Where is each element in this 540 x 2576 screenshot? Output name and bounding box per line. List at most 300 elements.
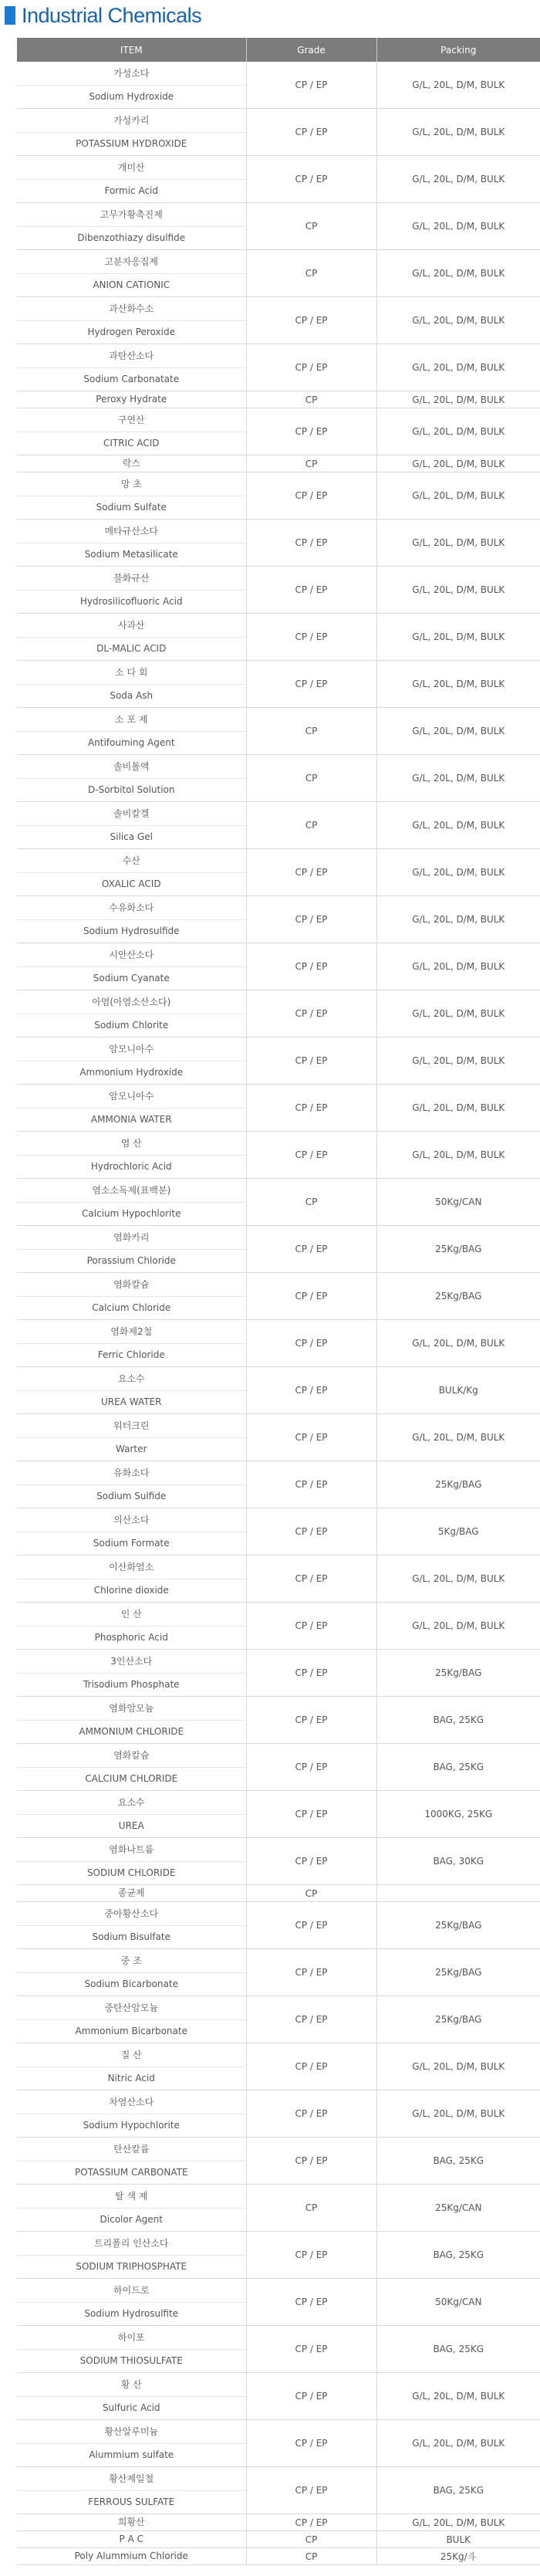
table-row: [17, 1744, 540, 1791]
grade-cell: CP / EP: [246, 2043, 376, 2090]
item-cell: [17, 2043, 246, 2090]
item-korean-name: 종균제: [117, 1887, 145, 1898]
item-english-name: Ammonium Hydroxide: [79, 1067, 184, 1078]
table-row: [17, 1949, 540, 1996]
item-korean-name: 아염(아염소산소다): [17, 990, 246, 1014]
item-english-name: Hydrochloric Acid: [90, 1161, 172, 1172]
item-korean-name: 염화칼슘: [17, 1273, 246, 1297]
item-korean-name: 황산알루미늄: [17, 2420, 246, 2444]
item-korean-name: 가성카리: [17, 109, 246, 133]
grade-cell: CP / EP: [246, 2373, 376, 2420]
item-korean-name: 수유화소다: [17, 896, 246, 920]
item-english-name: DL-MALIC ACID: [96, 643, 167, 654]
grade-cell: CP / EP: [246, 1603, 376, 1650]
packing-cell: G/L, 20L, D/M, BULK: [376, 203, 540, 250]
grade-cell: CP / EP: [246, 661, 376, 708]
table-body: [17, 62, 540, 2565]
grade-cell: CP / EP: [246, 1996, 376, 2043]
item-cell: [17, 455, 246, 472]
grade-cell: CP: [246, 755, 376, 802]
item-cell: [17, 1038, 246, 1085]
table-row: [17, 1226, 540, 1273]
table-row: [17, 1650, 540, 1697]
table-row: [17, 849, 540, 896]
item-cell: [17, 2185, 246, 2232]
grade-cell: CP / EP: [246, 849, 376, 896]
item-english-name: Antifouming Agent: [87, 737, 175, 748]
packing-cell: G/L, 20L, D/M, BULK: [376, 2420, 540, 2467]
item-english-name: Ammonium Bicarbonate: [75, 2026, 187, 2036]
item-english-name: Sodium Metasilicate: [84, 549, 178, 560]
grade-cell: CP / EP: [246, 1273, 376, 1320]
packing-cell: G/L, 20L, D/M, BULK: [376, 520, 540, 567]
item-korean-name: 탄산칼륨: [17, 2138, 246, 2161]
table-row: [17, 1085, 540, 1132]
table-row: [17, 1603, 540, 1650]
grade-cell: CP / EP: [246, 1132, 376, 1179]
grade-cell: CP / EP: [246, 896, 376, 943]
table-row: [17, 1697, 540, 1744]
item-korean-name: 유화소다: [17, 1461, 246, 1485]
item-english-name: Sulfuric Acid: [102, 2402, 160, 2413]
packing-cell: G/L, 20L, D/M, BULK: [376, 344, 540, 391]
item-korean-name: 락스: [122, 458, 140, 469]
grade-cell: CP / EP: [246, 567, 376, 614]
item-english-name: Sodium Formate: [93, 1538, 170, 1549]
packing-cell: 50Kg/CAN: [376, 2279, 540, 2326]
item-english-name: Trisodium Phosphate: [83, 1679, 180, 1690]
table-row: [17, 802, 540, 849]
item-cell: [17, 614, 246, 661]
grade-cell: CP / EP: [246, 520, 376, 567]
item-english-name: Formic Acid: [104, 185, 159, 196]
item-korean-name: 솔비톨액: [17, 755, 246, 779]
item-korean-name: 불화규산: [17, 567, 246, 591]
grade-cell: CP / EP: [246, 1461, 376, 1508]
item-english-name: Sodium Hypochlorite: [83, 2120, 180, 2131]
grade-cell: CP / EP: [246, 1744, 376, 1791]
packing-cell: 25Kg/CAN: [376, 2185, 540, 2232]
item-cell: [17, 1273, 246, 1320]
table-row: [17, 2138, 540, 2185]
item-korean-name: 중 조: [17, 1949, 246, 1973]
grade-cell: CP: [246, 1885, 376, 1902]
item-korean-name: 희황산: [117, 2517, 145, 2527]
item-korean-name: 질 산: [17, 2043, 246, 2067]
table-row: [17, 2467, 540, 2514]
item-cell: [17, 1603, 246, 1650]
grade-cell: CP: [246, 391, 376, 408]
item-english-name: Chlorine dioxide: [93, 1585, 169, 1596]
item-english-name: Sodium Bicarbonate: [84, 1979, 178, 1989]
packing-cell: G/L, 20L, D/M, BULK: [376, 943, 540, 990]
header-packing: Packing: [376, 38, 540, 62]
table-row: [17, 297, 540, 344]
item-korean-name: 고무가황촉진제: [17, 203, 246, 227]
item-korean-name: 수산: [17, 849, 246, 873]
packing-cell: G/L, 20L, D/M, BULK: [376, 62, 540, 109]
table-row: [17, 250, 540, 297]
item-cell: [17, 896, 246, 943]
item-english-name: Sodium Sulfate: [96, 502, 167, 513]
item-korean-name: Poly Alummium Chloride: [74, 2551, 188, 2561]
packing-cell: G/L, 20L, D/M, BULK: [376, 755, 540, 802]
item-cell: [17, 1949, 246, 1996]
grade-cell: CP / EP: [246, 472, 376, 520]
item-cell: [17, 2326, 246, 2373]
item-cell: [17, 2467, 246, 2514]
item-cell: [17, 250, 246, 297]
table-row: [17, 203, 540, 250]
grade-cell: CP / EP: [246, 2138, 376, 2185]
grade-cell: CP / EP: [246, 1838, 376, 1885]
chemicals-table: [17, 38, 540, 2565]
packing-cell: G/L, 20L, D/M, BULK: [376, 1320, 540, 1367]
item-cell: [17, 2420, 246, 2467]
packing-cell: 1000KG, 25KG: [376, 1791, 540, 1838]
item-cell: [17, 109, 246, 156]
packing-cell: 5Kg/BAG: [376, 1508, 540, 1555]
table-row: [17, 708, 540, 755]
item-english-name: Calcium Chloride: [92, 1302, 171, 1313]
item-korean-name: 요소수: [17, 1791, 246, 1815]
grade-cell: CP: [246, 250, 376, 297]
packing-cell: BAG, 30KG: [376, 1838, 540, 1885]
item-english-name: POTASSIUM CARBONATE: [74, 2167, 188, 2178]
item-cell: [17, 661, 246, 708]
table-row: [17, 990, 540, 1038]
packing-cell: BULK/Kg: [376, 1367, 540, 1414]
table-row: [17, 2548, 540, 2565]
grade-cell: CP / EP: [246, 344, 376, 391]
item-english-name: Phosphoric Acid: [94, 1632, 168, 1643]
packing-cell: G/L, 20L, D/M, BULK: [376, 472, 540, 520]
table-row: [17, 1791, 540, 1838]
packing-cell: 25Kg/BAG: [376, 1902, 540, 1949]
packing-cell: 25Kg/BAG: [376, 1996, 540, 2043]
packing-cell: G/L, 20L, D/M, BULK: [376, 802, 540, 849]
grade-cell: CP / EP: [246, 943, 376, 990]
item-korean-name: 트리폴리 인산소다: [17, 2232, 246, 2256]
item-korean-name: 암모니아수: [17, 1038, 246, 1061]
item-cell: [17, 1085, 246, 1132]
item-cell: [17, 408, 246, 455]
item-cell: [17, 2279, 246, 2326]
grade-cell: CP / EP: [246, 614, 376, 661]
packing-cell: BAG, 25KG: [376, 1697, 540, 1744]
packing-cell: G/L, 20L, D/M, BULK: [376, 1555, 540, 1603]
table-row: [17, 1902, 540, 1949]
packing-cell: BULK: [376, 2531, 540, 2548]
item-korean-name: 3인산소다: [17, 1650, 246, 1674]
table-row: [17, 156, 540, 203]
table-row: [17, 520, 540, 567]
table-row: [17, 1367, 540, 1414]
packing-cell: G/L, 20L, D/M, BULK: [376, 2514, 540, 2531]
packing-cell: G/L, 20L, D/M, BULK: [376, 2090, 540, 2138]
item-cell: [17, 849, 246, 896]
item-cell: [17, 1744, 246, 1791]
item-korean-name: 염 산: [17, 1132, 246, 1156]
packing-cell: G/L, 20L, D/M, BULK: [376, 2043, 540, 2090]
item-cell: [17, 391, 246, 408]
table-row: [17, 1555, 540, 1603]
packing-cell: 50Kg/CAN: [376, 1179, 540, 1226]
table-row: [17, 2420, 540, 2467]
item-english-name: SODIUM TRIPHOSPHATE: [76, 2261, 187, 2272]
grade-cell: CP / EP: [246, 156, 376, 203]
grade-cell: CP / EP: [246, 1414, 376, 1461]
item-cell: [17, 802, 246, 849]
item-korean-name: 황산제일철: [17, 2467, 246, 2491]
title-bullet-icon: [5, 6, 15, 25]
item-korean-name: 중탄산암모늄: [17, 1996, 246, 2020]
item-korean-name: 소 포 제: [17, 708, 246, 732]
table-row: [17, 472, 540, 520]
item-english-name: Dicolor Agent: [100, 2214, 163, 2225]
item-english-name: Alummium sulfate: [89, 2449, 174, 2460]
packing-cell: G/L, 20L, D/M, BULK: [376, 408, 540, 455]
packing-cell: BAG, 25KG: [376, 2326, 540, 2373]
grade-cell: CP / EP: [246, 1038, 376, 1085]
grade-cell: CP / EP: [246, 1697, 376, 1744]
item-english-name: D-Sorbitol Solution: [88, 784, 175, 795]
packing-cell: G/L, 20L, D/M, BULK: [376, 567, 540, 614]
item-english-name: Sodium Cyanate: [93, 973, 170, 983]
grade-cell: CP / EP: [246, 2326, 376, 2373]
packing-cell: 25Kg/BAG: [376, 1650, 540, 1697]
grade-cell: CP / EP: [246, 2467, 376, 2514]
item-english-name: ANION CATIONIC: [93, 279, 170, 290]
item-cell: [17, 943, 246, 990]
item-english-name: CITRIC ACID: [103, 438, 160, 449]
table-row: [17, 2279, 540, 2326]
item-english-name: SODIUM CHLORIDE: [86, 1867, 176, 1878]
grade-cell: CP / EP: [246, 2232, 376, 2279]
header-item: ITEM: [17, 38, 246, 62]
item-cell: [17, 2090, 246, 2138]
item-cell: [17, 1902, 246, 1949]
packing-cell: BAG, 25KG: [376, 1744, 540, 1791]
item-cell: [17, 2138, 246, 2185]
item-cell: [17, 2373, 246, 2420]
grade-cell: CP / EP: [246, 1508, 376, 1555]
item-english-name: Sodium Bisulfate: [92, 1931, 170, 1942]
item-korean-name: 메타규산소다: [17, 520, 246, 543]
item-korean-name: 염소소독제(표백분): [17, 1179, 246, 1203]
item-cell: [17, 344, 246, 391]
grade-cell: CP / EP: [246, 1320, 376, 1367]
table-row: [17, 896, 540, 943]
grade-cell: CP: [246, 2548, 376, 2565]
item-english-name: OXALIC ACID: [101, 878, 161, 889]
grade-cell: CP: [246, 2185, 376, 2232]
grade-cell: CP / EP: [246, 1791, 376, 1838]
table-row: [17, 567, 540, 614]
item-english-name: Calcium Hypochlorite: [82, 1208, 181, 1219]
item-english-name: Porassium Chloride: [86, 1255, 176, 1266]
item-korean-name: 솔비칼겔: [17, 802, 246, 826]
item-korean-name: 시안산소다: [17, 943, 246, 967]
item-korean-name: P A C: [119, 2534, 143, 2544]
item-english-name: FERROUS SULFATE: [88, 2496, 175, 2507]
table-row: [17, 1132, 540, 1179]
grade-cell: CP / EP: [246, 2090, 376, 2138]
item-cell: [17, 1697, 246, 1744]
packing-cell: G/L, 20L, D/M, BULK: [376, 896, 540, 943]
item-korean-name: 사과산: [17, 614, 246, 638]
packing-cell: 25Kg/斗: [376, 2548, 540, 2565]
table-row: [17, 661, 540, 708]
table-row: [17, 614, 540, 661]
table-row: [17, 1461, 540, 1508]
packing-cell: 25Kg/BAG: [376, 1461, 540, 1508]
item-korean-name: 하이드로: [17, 2279, 246, 2303]
table-row: [17, 1838, 540, 1885]
item-english-name: UREA WATER: [101, 1396, 162, 1407]
grade-cell: CP: [246, 455, 376, 472]
item-korean-name: 황 산: [17, 2373, 246, 2397]
item-cell: [17, 1132, 246, 1179]
item-english-name: AMMONIUM CHLORIDE: [79, 1726, 184, 1737]
item-cell: [17, 1179, 246, 1226]
grade-cell: CP: [246, 708, 376, 755]
table-row: [17, 2373, 540, 2420]
item-cell: [17, 2232, 246, 2279]
item-korean-name: 소 다 회: [17, 661, 246, 685]
item-cell: [17, 2548, 246, 2565]
grade-cell: CP / EP: [246, 1949, 376, 1996]
item-english-name: Hydrogen Peroxide: [87, 327, 175, 337]
table-row: [17, 755, 540, 802]
packing-cell: G/L, 20L, D/M, BULK: [376, 1132, 540, 1179]
item-english-name: CALCIUM CHLORIDE: [85, 1773, 178, 1784]
table-row: [17, 2043, 540, 2090]
packing-cell: 25Kg/BAG: [376, 1226, 540, 1273]
item-korean-name: 염화칼슘: [17, 1744, 246, 1768]
item-korean-name: 과산화수소: [17, 297, 246, 321]
packing-cell: G/L, 20L, D/M, BULK: [376, 708, 540, 755]
item-korean-name: 염화제2철: [17, 1320, 246, 1344]
table-row: [17, 408, 540, 455]
item-cell: [17, 2514, 246, 2531]
packing-cell: G/L, 20L, D/M, BULK: [376, 661, 540, 708]
item-korean-name: 과탄산소다: [17, 344, 246, 368]
item-english-name: Warter: [116, 1444, 147, 1454]
packing-cell: BAG, 25KG: [376, 2138, 540, 2185]
item-english-name: Soda Ash: [110, 690, 154, 701]
item-cell: [17, 520, 246, 567]
item-cell: [17, 297, 246, 344]
item-cell: [17, 990, 246, 1038]
table-row: [17, 2232, 540, 2279]
table-row: [17, 2090, 540, 2138]
grade-cell: CP / EP: [246, 990, 376, 1038]
table-row: [17, 344, 540, 391]
grade-cell: CP / EP: [246, 2420, 376, 2467]
grade-cell: CP / EP: [246, 2279, 376, 2326]
table-row: [17, 2326, 540, 2373]
grade-cell: CP: [246, 203, 376, 250]
table-row: [17, 455, 540, 472]
packing-cell: G/L, 20L, D/M, BULK: [376, 156, 540, 203]
table-row: [17, 2185, 540, 2232]
item-english-name: UREA: [118, 1820, 144, 1831]
item-english-name: POTASSIUM HYDROXIDE: [76, 138, 187, 149]
item-korean-name: 의산소다: [17, 1508, 246, 1532]
packing-cell: G/L, 20L, D/M, BULK: [376, 1603, 540, 1650]
grade-cell: CP: [246, 802, 376, 849]
grade-cell: CP / EP: [246, 109, 376, 156]
packing-cell: 25Kg/BAG: [376, 1949, 540, 1996]
item-korean-name: 가성소다: [17, 62, 246, 86]
item-korean-name: 염화암모늄: [17, 1697, 246, 1721]
page-title: Industrial Chemicals: [22, 3, 202, 27]
item-english-name: SODIUM THIOSULFATE: [79, 2355, 183, 2366]
item-cell: [17, 1414, 246, 1461]
grade-cell: CP / EP: [246, 1650, 376, 1697]
grade-cell: CP / EP: [246, 1902, 376, 1949]
packing-cell: G/L, 20L, D/M, BULK: [376, 849, 540, 896]
grade-cell: CP / EP: [246, 2514, 376, 2531]
item-english-name: Nitric Acid: [107, 2073, 155, 2083]
table-row: [17, 62, 540, 109]
item-cell: [17, 1226, 246, 1273]
item-english-name: Sodium Sulfide: [96, 1491, 167, 1501]
item-cell: [17, 567, 246, 614]
item-korean-name: 염화카리: [17, 1226, 246, 1250]
table-row: [17, 1273, 540, 1320]
table-row: [17, 2531, 540, 2548]
item-english-name: Sodium Hydrosulfite: [84, 2308, 179, 2319]
item-english-name: Sodium Hydroxide: [89, 91, 174, 102]
item-cell: [17, 1367, 246, 1414]
grade-cell: CP / EP: [246, 1085, 376, 1132]
item-cell: [17, 755, 246, 802]
table-row: [17, 1885, 540, 1902]
item-korean-name: 하이포: [17, 2326, 246, 2350]
packing-cell: G/L, 20L, D/M, BULK: [376, 391, 540, 408]
item-english-name: Sodium Hydrosulfide: [83, 926, 180, 936]
grade-cell: CP / EP: [246, 1367, 376, 1414]
item-cell: [17, 1885, 246, 1902]
grade-cell: CP / EP: [246, 297, 376, 344]
item-korean-name: 망 초: [17, 472, 246, 496]
item-cell: [17, 1320, 246, 1367]
item-cell: [17, 1791, 246, 1838]
packing-cell: G/L, 20L, D/M, BULK: [376, 1085, 540, 1132]
item-cell: [17, 156, 246, 203]
grade-cell: CP: [246, 1179, 376, 1226]
item-english-name: Sodium Carbonatate: [83, 374, 180, 384]
item-korean-name: 개미산: [17, 156, 246, 180]
packing-cell: G/L, 20L, D/M, BULK: [376, 2373, 540, 2420]
item-english-name: Hydrosilicofluoric Acid: [79, 596, 183, 607]
item-korean-name: 고분자응집제: [17, 250, 246, 274]
item-korean-name: 중아황산소다: [17, 1902, 246, 1926]
item-english-name: AMMONIA WATER: [90, 1114, 172, 1125]
packing-cell: G/L, 20L, D/M, BULK: [376, 297, 540, 344]
header-grade: Grade: [246, 38, 376, 62]
item-english-name: Sodium Chlorite: [94, 1020, 169, 1031]
item-cell: [17, 2531, 246, 2548]
item-cell: [17, 1461, 246, 1508]
item-korean-name: 차염산소다: [17, 2090, 246, 2114]
grade-cell: CP / EP: [246, 1555, 376, 1603]
item-cell: [17, 1508, 246, 1555]
table-row: [17, 943, 540, 990]
table-row: [17, 2514, 540, 2531]
